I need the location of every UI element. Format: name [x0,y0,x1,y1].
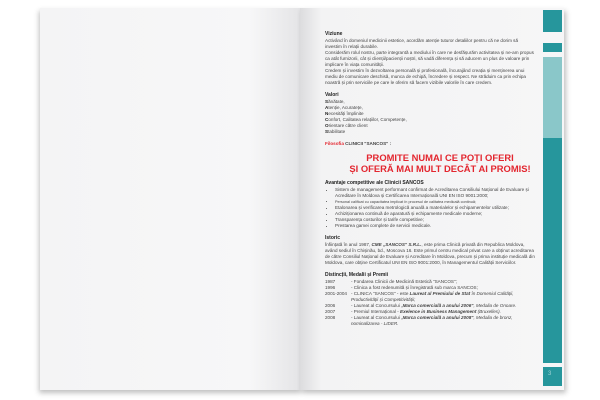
valori-item: Sănătate, [325,99,345,104]
list-item: • Sistem de management performant confirmat de Acreditarea Consiliului Național de Evaluare și Acreditare în Moldova și Certificarea Internațională UNI EN ISO 9001:2000; [335,187,535,199]
page-number: 3 [548,371,552,377]
distinctii-table [325,279,535,327]
list-item: • Transparența costurilor și tarife competitive; [335,217,535,223]
teal-block-top [543,10,562,32]
filosofie-heading: Filosofia CLINICII "SANCOS" : [325,141,392,146]
table-row: 2006 - Laureat al Concursului „Marca comercială a anului 2006", Medalia de Onoare. [325,303,517,308]
teal-block-small [543,43,562,52]
viziune-p1: Activând în domeniul medicinii estetice, acordăm atenție tuturor detaliilor pentru că ne dorim să investim în relații durabile. [325,38,519,49]
viziune-title: Viziune [325,31,343,37]
list-item: • Personal calificat cu capacitatea implicat în procesul de calitatea medicală continuă; [335,199,535,205]
slogan: PROMITE NUMAI CE POȚI OFERI ȘI OFERĂ MAI MULT DECÂT AI PROMIS! [349,152,531,174]
avantaje-list [325,187,535,229]
teal-block-main [543,138,562,363]
light-teal-block [543,57,562,138]
valori-title: Valori [325,92,339,98]
viziune-p3: Credem și investim în dezvoltarea personală și profesională, încurajând creația și menținerea unui mediu de comunicare deschisă, munca de echipă, încredere și respect. Ne străduim ca prin echipa noastră și prin serviciile pe care le oferim să facem vizibile valorile în care credem. [325,68,526,85]
list-item: • Prestarea gamei complete de servicii medicale. [335,223,535,229]
avantaje-title: Avantaje competitive ale Clinicii SANCOS [325,180,424,186]
distinctii-title: Distincții, Medalii și Premii [325,272,389,278]
valori-list [325,99,535,135]
viziune-p2: Considerăm rolul nostru, parte integrantă a mediului în care ne desfășurăm activitatea și ne-am propus ca atât furnizorii, cât și clienții/pacienții noștri, să vadă diferența și să aducem un plus de valoare prin implicare în viața comunității. [325,50,534,67]
table-row: 2008 - Laureat al Concursului „Marca comercială a anului 2008", Medalia de bronz, nominalizarea - LIDER. [325,315,513,326]
left-page [40,8,302,390]
valori-item: Atenție, Acuratețe, [325,105,363,110]
teal-block-footer [543,367,562,386]
page-content [325,31,535,327]
istoric-title: Istoric [325,235,341,241]
istoric-text: Înființată în anul 1987, CME „SANCOS" S.R.L., este prima Clinică privată din Republica Moldova, având sediul în Chișinău, bd., Moscova 16. Este primul centru medical privat care a obținut acreditarea de către Consiliul Național de Evaluare și Acreditare în Moldova, precum și prima instituție medicală din Moldova, care obține Certificatul UNI EN ISO 9001:2000, în Managementul Calității Serviciilor. [325,242,535,265]
list-item: • Achiziționarea continuă de aparatură și echipamente medicale moderne; [335,211,535,217]
table-row: 2001-2004 - CLINICA "SANCOS" - este Laureat al Premiului de Stat în Domeniul Calității, Productivității și Competitivității; [325,291,514,302]
table-row: 1987 - Fondarea Clinicii de Medicină Estetică "SANCOS"; [325,279,457,284]
valori-item: Necesități împlinite [325,111,364,116]
valori-item: Orientare către client [325,123,368,128]
table-row: 1996 - Clinica a fost redenumită și înregistrată sub marca SANCOS; [325,285,478,290]
list-item: • Etalonarea și verificarea metrologică anuală a materialelor și echipamentelor utilizate; [335,205,535,211]
table-row: 2007 - Premiul Internațional - Exelence in Business Management (Bruxelles). [325,309,501,314]
valori-item: Confort, Calitatea relațiilor, Competențe, [325,117,407,122]
valori-item: Stabilitate [325,129,346,134]
